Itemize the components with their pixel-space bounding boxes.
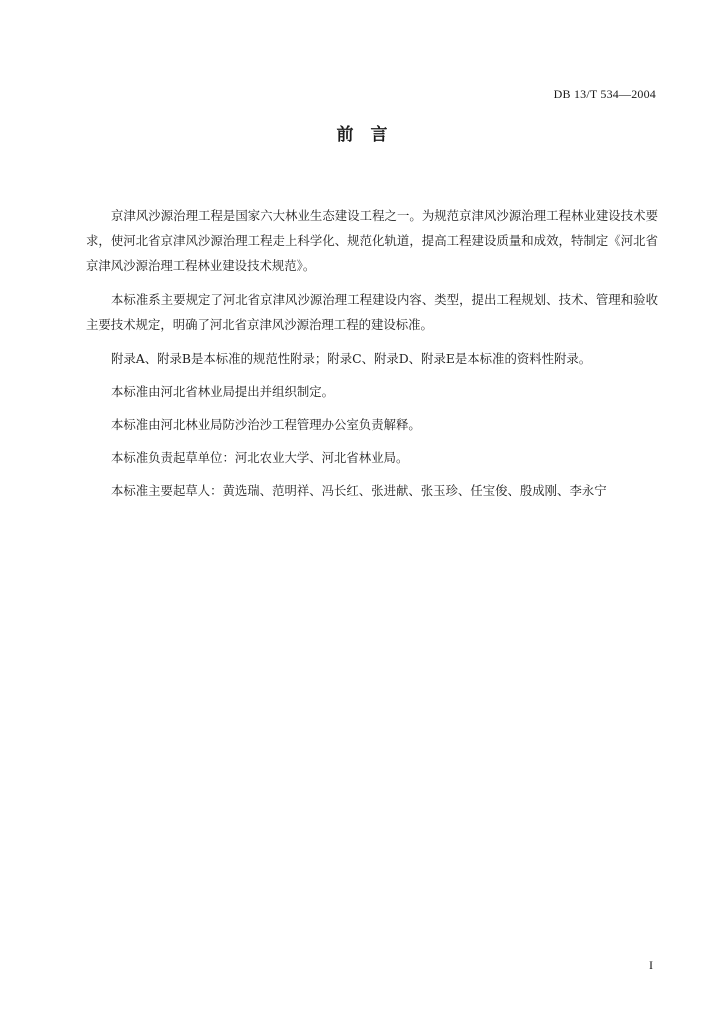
foreword-body (86, 203, 658, 511)
page-number: I (649, 958, 653, 972)
paragraph-drafting-units: 本标准负责起草单位：河北农业大学、河北省林业局。 (111, 450, 409, 465)
paragraph-drafters: 本标准主要起草人：黄选瑞、范明祥、冯长红、张进献、张玉珍、任宝俊、殷成刚、李永宁 (111, 483, 607, 498)
page-title: 前 言 (336, 125, 388, 145)
paragraph-scope: 本标准系主要规定了河北省京津风沙源治理工程建设内容、类型，提出工程规划、技术、管理和验收主要技术规定，明确了河北省京津风沙源治理工程的建设标准。 (86, 292, 658, 332)
paragraph-proposer: 本标准由河北省林业局提出并组织制定。 (111, 384, 335, 399)
standard-code: DB 13/T 534—2004 (553, 87, 656, 101)
paragraph-appendices: 附录A、附录B是本标准的规范性附录；附录C、附录D、附录E是本标准的资料性附录。 (111, 351, 592, 366)
paragraph-project-background: 京津风沙源治理工程是国家六大林业生态建设工程之一。为规范京津风沙源治理工程林业建设技术要求，使河北省京津风沙源治理工程走上科学化、规范化轨道，提高工程建设质量和成效，特制定《河北省京津风沙源治理工程林业建设技术规范》。 (86, 208, 658, 273)
paragraph-interpreter: 本标准由河北林业局防沙治沙工程管理办公室负责解释。 (111, 417, 421, 432)
